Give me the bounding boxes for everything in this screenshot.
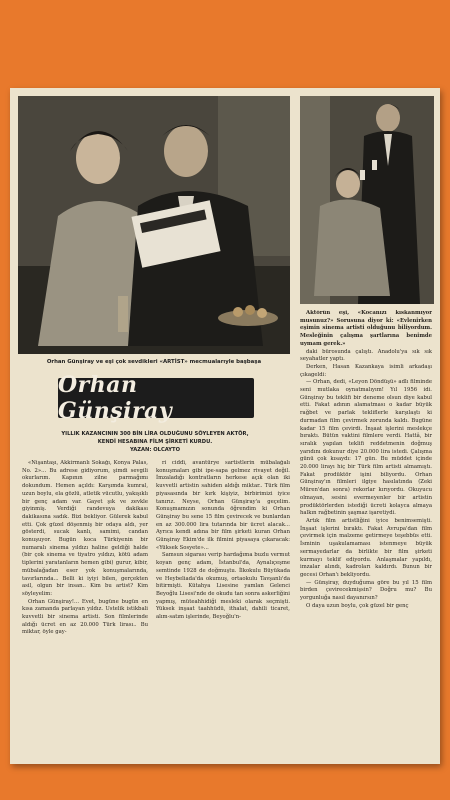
paragraph: Derken, Hasan Kazankaya isimli arkadaşı çıkageldi: (300, 363, 432, 378)
paragraph: «Nişantaşı, Akkirmanlı Sokağı, Konya Palas, No. 2»... Bu adrese gidiyorum, şimdi sevgili okurlarım. Kapının zilne parmağımı dokundum. Hemen açıldı: Karşımda kumral, uzun boylu, ela gözlü, atletik vücutlu, yakışıklı bir genç adam var. Gayet şık ve zevkle giyinmiş. Verdiği randevuya dakikası dakikasına sadık. Bizi bekliyor. Gülerek kabul etti. Çok güzel döşenmiş bir odaya aldı, yer gösterdi, sucak kanlı, samimi, candan konuşuyor. Bugün koca Türkiyenin bir numaralı sinema yıldızı haline geldiği halde (bir çok sinema ve tiyatro yıldızı, kötü adam tiplerini yaratanların hemen gibi) gurur, kibir, mübalağadan eser yok konuşmalarında, tavırlarında... Belli ki iyiyi bilen, gerçekten asil, olgun bir insan.. Kim bu artist? Kim söyleyelim: (22, 460, 148, 597)
article-title: Orhan Günşiray (58, 372, 173, 424)
title-banner (58, 372, 254, 424)
article-column-middle (156, 460, 290, 754)
paragraph: O daya uzun boylu, çok güzel bir genç (306, 602, 409, 609)
article-column-right (300, 310, 432, 754)
paragraph: Samsun sigarası verip hardağıma buzlu vermut koyan genç adam, İstanbul'da, Aynalıçeşme semtinde 1928 de doğmuştu. İlkokulu Büyükada ve Heybeliada'da okumuş, ortaokulu Tavşanlı'da bitirmişti. Kütahya Lisesine yamlan Gelenci Beyoğlu Lisesi'nde de okudu tan sonra askerliğini yapmış, müteahhidiği mesleki olarak seçmişti. Yüksek inşaat taahhüdü, ithalat, dahili ticaret, alım-satım işlerinde, Beyoğlu'n- (156, 552, 290, 621)
article-column-left (22, 460, 148, 754)
photo-couple-with-magazine (18, 96, 290, 354)
photo-caption: Orhan Günşiray ve eşi çok sevdikleri «ARTİST» mecmualarıyle başbaşa (46, 359, 262, 365)
paragraph: Orhan Günşiray!... Evet, bugüne bugün en kısa zamanda parlayan yıldız. Ustelik istikbali kuvvetli bir sinema artisti. Son filmlerinde aldığı ücret en az 20.000 Türk lirası.. Bu miktar, öyle gay- (22, 598, 148, 636)
byline: YAZAN: OLCAYTO (129, 447, 181, 453)
subhead-line-2: KENDİ HESABINA FİLM ŞİRKETİ KURDU. (97, 439, 213, 445)
paragraph: — Orhan, dedi, «Leyon Döndüşü» adlı filminde seni mutlaka oynatmalıyım! Yıl 1956 idi. Günşiray bu teklifi bir deneme olsun diye kabul etti. Fakat adının alamatması o kadar büyük rağbet ve parlak tekliflerle karşılaştı ki durmadan film çevirmek zorunda kaldı. Bugüne kadar 15 film çevirdi. İnşaat işlerini meslekçe bıraktı. Bütün vaktini filmlere verdi. Hattâ, bir sıralık yapılan teklifi reddetmenin doğmuş yarıdını dokunur diye 20.000 lira istedi. Çalışma günü çok kısaydı: 17 gün. Bu müddet içinde 20.000 lirayı hiç bir Türk film artisti almamıştı. Fakat prodüktör işini biliyordu. Orhan Günşiray'ın filmleri ilgiye hasılatında (Zeki Müren'dan sonra) rekorlar kırıyordu. Okuyucu olmayan, sesini evermeyenler bir artistin prodüktörlerden istediği ücreti kolayca almaya halkın rağbetinin şaşmaz işaretiydi. (300, 379, 432, 517)
side-photo-caption: Aktörün eşi, «Kocanızı kıskanmıyor musunuz?» Sorusuna diyor ki: «Evlenirken eşimin sinema artisti olduğunu biliyordum. Mesleğinin çalışma şartlarına benimde uymam gerek.» (300, 310, 432, 347)
photo-couple-toast (300, 96, 434, 304)
paragraph: daki bürosunda çalıştı. Anadolu'ya sık sık seyahatler yaptı. (300, 348, 432, 363)
paragraph: ri ciddî, avantürye sartistlerin mübalağalı konuşmaları gibi ipe-sapa gelmez rivayet değil. İmzaladığı kontratların herkese açık olan iki kuvvetli artistin sahiden aldığı miktar.. Türk film piyasasında bir kırk kişiyiz, birbirimizi iyice tanırız. Neyse, Orhan Günşiray'a geçelim. Konuşmamızın sonunda öğrendim ki Orhan Günşiray bu sene 15 film çevirecek ve bunlardan en az 300.000 lira tutarında bir ücret alacak... Ayrıca kendi adına bir film şirketi kuran Orhan Günşiray Ekim'de ilk filmini piyasaya çıkaracak: «Yüksek Sosyete»... (156, 460, 290, 551)
magazine-page (10, 88, 440, 764)
photo-illustration (18, 96, 290, 354)
article-subhead (24, 430, 286, 454)
photo-illustration (300, 96, 434, 304)
paragraph: Artık film artistliğini iyice benimsemişti. İnşaat işlerini bıraktı. Fakat Avrupa'dan film çevirmek için malzeme getirmeye teşebbüs etti. İsminin uşakulamaması istenmeye büyük sermayedarlar da birlikte bir film şirketi kurmayı teklif ediyordu. Anlaşmalar yapıldı, imzalar alındı, kadroları kaldırdı. Bunun bir gecesi Orhan'ı bekliyordu. (300, 517, 432, 578)
paragraph: — Günşiray, duyduğuma göre bu yıl 15 film birden çevirecekmişsin? Doğru mu? Bu yorgunluğa nasıl dayanırsın? (300, 579, 432, 602)
subhead-line-1: YILLIK KAZANCININ 300 BİN LİRA OLDUĞUNU SÖYLEYEN AKTÖR, (61, 431, 249, 437)
